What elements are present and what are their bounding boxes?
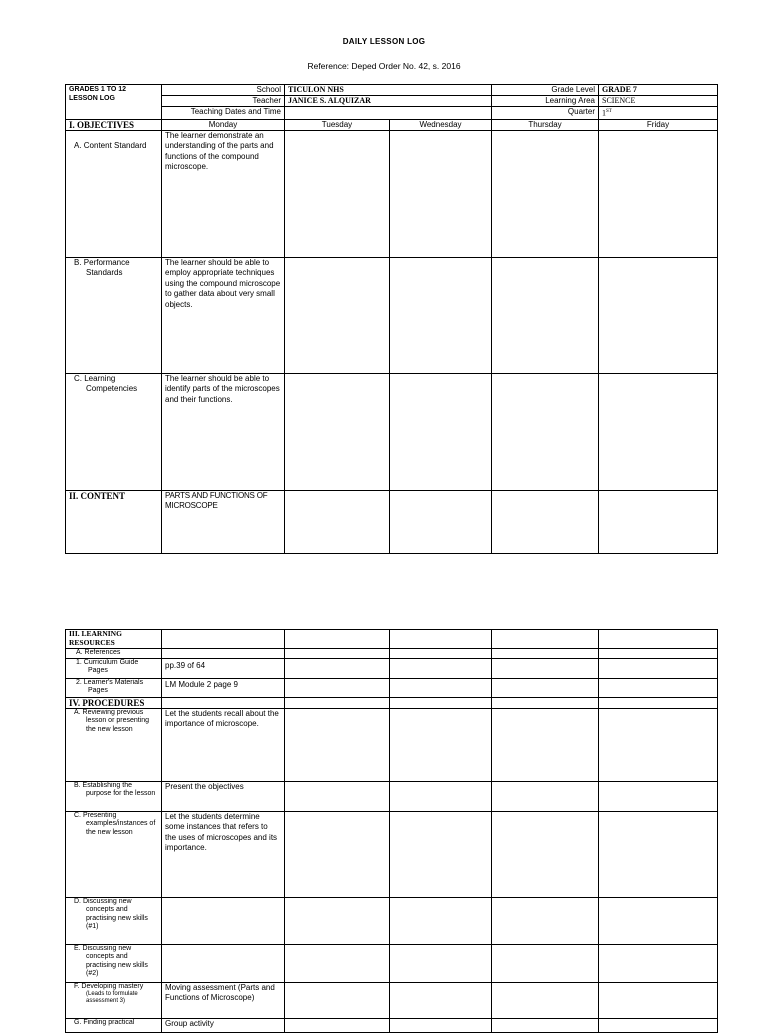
procedure-a-wednesday — [390, 708, 492, 781]
procedure-a-tuesday — [285, 708, 390, 781]
procedure-d-monday — [162, 897, 285, 944]
school-value: TICULON NHS — [285, 85, 492, 96]
grades-line1: GRADES 1 TO 12 — [69, 86, 127, 93]
procedure-f-thursday — [492, 982, 599, 1018]
performance-standards-label-text: B. Performance Standards — [74, 257, 130, 277]
procedure-g-thursday — [492, 1018, 599, 1032]
lesson-log-table-top — [65, 84, 718, 554]
teacher-value: JANICE S. ALQUIZAR — [285, 96, 492, 107]
procedure-e-monday — [162, 944, 285, 982]
procedure-c-text: Let the students determine some instances that refers to the uses of microscopes and its importance. — [162, 811, 285, 897]
materials-friday — [599, 678, 718, 697]
dates-label: Teaching Dates and Time — [162, 107, 285, 120]
procedure-b-label: B. Establishing the purpose for the lesson — [66, 781, 162, 811]
references-friday — [599, 649, 718, 659]
performance-thursday — [492, 257, 599, 373]
references-wednesday — [390, 649, 492, 659]
learning-competencies-label — [66, 373, 162, 490]
day-wednesday: Wednesday — [390, 119, 492, 130]
quarter-label: Quarter — [492, 107, 599, 120]
references-monday — [162, 649, 285, 659]
quarter-suffix: ST — [606, 109, 612, 114]
resources-wednesday — [390, 630, 492, 649]
resources-monday — [162, 630, 285, 649]
materials-wednesday — [390, 678, 492, 697]
procedures-tuesday — [285, 697, 390, 708]
curriculum-thursday — [492, 658, 599, 678]
performance-standards-label — [66, 257, 162, 373]
references-label: A. References — [66, 649, 162, 659]
procedure-f-note: (Leads to formulate assessment 3) — [86, 991, 138, 1004]
content-standard-thursday — [492, 130, 599, 257]
materials-tuesday — [285, 678, 390, 697]
learners-materials-text: LM Module 2 page 9 — [162, 678, 285, 697]
procedure-b-tuesday — [285, 781, 390, 811]
procedure-d-friday — [599, 897, 718, 944]
school-label: School — [162, 85, 285, 96]
curriculum-guide-label: 1. Curriculum Guide Pages — [66, 658, 162, 678]
day-tuesday: Tuesday — [285, 119, 390, 130]
procedure-d-wednesday — [390, 897, 492, 944]
curriculum-tuesday — [285, 658, 390, 678]
procedures-monday — [162, 697, 285, 708]
procedures-wednesday — [390, 697, 492, 708]
procedure-g-friday — [599, 1018, 718, 1032]
procedure-f-wednesday — [390, 982, 492, 1018]
reference-line: Reference: Deped Order No. 42, s. 2016 — [307, 61, 461, 71]
procedure-a-text: Let the students recall about the importance of microscope. — [162, 708, 285, 781]
procedure-f-label-text: F. Developing mastery — [74, 982, 144, 990]
procedure-g-tuesday — [285, 1018, 390, 1032]
day-friday: Friday — [599, 119, 718, 130]
learners-materials-label: 2. Learner's Materials Pages — [66, 678, 162, 697]
procedure-f-friday — [599, 982, 718, 1018]
procedure-b-thursday — [492, 781, 599, 811]
resources-thursday — [492, 630, 599, 649]
procedure-a-friday — [599, 708, 718, 781]
procedure-d-thursday — [492, 897, 599, 944]
procedure-f-text: Moving assessment (Parts and Functions of Microscope) — [162, 982, 285, 1018]
page-title: DAILY LESSON LOG — [342, 37, 426, 46]
lesson-log-table-bottom — [65, 629, 718, 1033]
curriculum-guide-text: pp.39 of 64 — [162, 658, 285, 678]
procedure-f-label — [66, 982, 162, 1018]
content-tuesday — [285, 490, 390, 553]
quarter-value — [599, 107, 718, 120]
procedure-e-label: E. Discussing new concepts and practising new skills (#2) — [66, 944, 162, 982]
materials-thursday — [492, 678, 599, 697]
grade-level-label: Grade Level — [492, 85, 599, 96]
performance-standards-text: The learner should be able to employ appropriate techniques using the compound microscope to gather data about very small objects. — [162, 257, 285, 373]
procedure-b-friday — [599, 781, 718, 811]
procedure-a-thursday — [492, 708, 599, 781]
grades-line2: LESSON LOG — [69, 94, 115, 102]
content-text: PARTS AND FUNCTIONS OF MICROSCOPE — [162, 490, 285, 553]
procedure-g-wednesday — [390, 1018, 492, 1032]
procedure-e-wednesday — [390, 944, 492, 982]
competencies-wednesday — [390, 373, 492, 490]
content-standard-wednesday — [390, 130, 492, 257]
resources-tuesday — [285, 630, 390, 649]
procedure-d-tuesday — [285, 897, 390, 944]
learning-competencies-label-text: C. Learning Competencies — [74, 373, 138, 393]
learning-area-value: SCIENCE — [599, 96, 718, 107]
day-monday: Monday — [162, 119, 285, 130]
procedure-d-label: D. Discussing new concepts and practising new skills (#1) — [66, 897, 162, 944]
references-tuesday — [285, 649, 390, 659]
procedure-g-text: Group activity — [162, 1018, 285, 1032]
content-standard-label-text: A. Content Standard — [74, 140, 147, 150]
content-standard-text: The learner demonstrate an understanding of the parts and functions of the compound microscope. — [162, 130, 285, 257]
procedure-e-thursday — [492, 944, 599, 982]
performance-wednesday — [390, 257, 492, 373]
content-standard-friday — [599, 130, 718, 257]
grade-level-value: GRADE 7 — [599, 85, 718, 96]
content-heading: II. CONTENT — [66, 490, 162, 553]
objectives-heading: I. OBJECTIVES — [66, 119, 162, 130]
curriculum-wednesday — [390, 658, 492, 678]
procedures-friday — [599, 697, 718, 708]
learning-resources-heading: III. LEARNING RESOURCES — [66, 630, 162, 649]
procedure-c-tuesday — [285, 811, 390, 897]
procedures-thursday — [492, 697, 599, 708]
teacher-label: Teacher — [162, 96, 285, 107]
quarter-number: 1 — [602, 108, 607, 118]
procedure-b-text: Present the objectives — [162, 781, 285, 811]
content-thursday — [492, 490, 599, 553]
procedures-heading: IV. PROCEDURES — [66, 697, 162, 708]
procedure-c-label: C. Presenting examples/instances of the new lesson — [66, 811, 162, 897]
curriculum-friday — [599, 658, 718, 678]
procedure-c-friday — [599, 811, 718, 897]
performance-friday — [599, 257, 718, 373]
content-wednesday — [390, 490, 492, 553]
day-thursday: Thursday — [492, 119, 599, 130]
procedure-c-thursday — [492, 811, 599, 897]
resources-friday — [599, 630, 718, 649]
content-friday — [599, 490, 718, 553]
competencies-thursday — [492, 373, 599, 490]
learning-area-label: Learning Area — [492, 96, 599, 107]
procedure-a-label: A. Reviewing previous lesson or presenting the new lesson — [66, 708, 162, 781]
grades-label-cell — [66, 85, 162, 120]
content-standard-tuesday — [285, 130, 390, 257]
procedure-e-tuesday — [285, 944, 390, 982]
performance-tuesday — [285, 257, 390, 373]
learning-competencies-text: The learner should be able to identify parts of the microscopes and their functions. — [162, 373, 285, 490]
procedure-g-label: G. Finding practical — [66, 1018, 162, 1032]
competencies-friday — [599, 373, 718, 490]
procedure-c-wednesday — [390, 811, 492, 897]
content-standard-label — [66, 130, 162, 257]
dates-value — [285, 107, 492, 120]
procedure-e-friday — [599, 944, 718, 982]
competencies-tuesday — [285, 373, 390, 490]
procedure-b-wednesday — [390, 781, 492, 811]
references-thursday — [492, 649, 599, 659]
procedure-f-tuesday — [285, 982, 390, 1018]
